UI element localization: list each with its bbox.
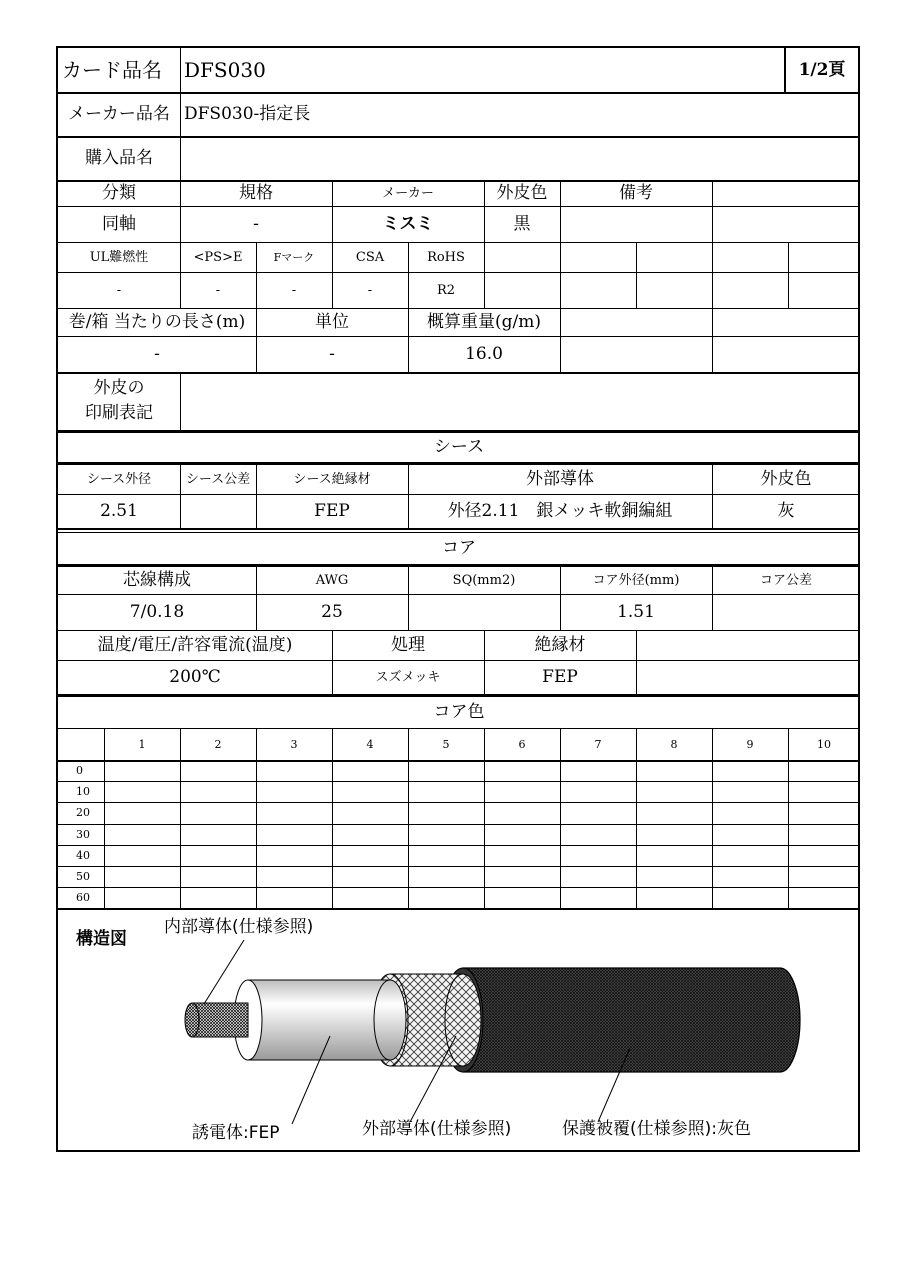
- spec2-value-4: R2: [436, 282, 456, 298]
- print-label-line1: 外皮の: [93, 378, 145, 398]
- sheath-header-1: シース公差: [185, 471, 251, 487]
- spec3-value-0: -: [154, 343, 160, 364]
- core-value-3: 1.51: [617, 601, 655, 622]
- core2-value-1: スズメッキ: [375, 669, 441, 685]
- grid-line-v: [712, 180, 713, 242]
- outer-conductor-label: 外部導体(仕様参照): [362, 1118, 512, 1139]
- cable-structure-diagram: [58, 48, 860, 1150]
- grid-line-h: [58, 696, 860, 697]
- card-name-label: カード品名: [62, 58, 162, 82]
- core-color-col-2: 2: [214, 737, 222, 751]
- core2-header-0: 温度/電圧/許容電流(温度): [97, 634, 293, 655]
- spec3-header-0: 巻/箱 当たりの長さ(m): [68, 311, 246, 332]
- spec1-header-2: メーカー: [382, 185, 434, 201]
- spec1-header-0: 分類: [102, 182, 136, 203]
- spec2-header-1: <PS>E: [193, 249, 243, 265]
- inner-conductor-label: 内部導体(仕様参照): [164, 916, 314, 937]
- grid-line-v: [484, 242, 485, 308]
- grid-line-v: [484, 728, 485, 908]
- grid-line-v: [332, 242, 333, 308]
- grid-line-v: [484, 180, 485, 242]
- dielectric-shape: [248, 980, 390, 1060]
- grid-line-v: [712, 242, 713, 308]
- grid-line-h: [58, 494, 860, 495]
- grid-line-h: [58, 845, 860, 846]
- grid-line-v: [180, 728, 181, 908]
- grid-line-v: [636, 242, 637, 308]
- spec3-value-2: 16.0: [465, 343, 503, 364]
- grid-line-h: [58, 802, 860, 803]
- grid-line-v: [104, 728, 105, 908]
- spec2-value-2: -: [291, 282, 297, 298]
- spec1-value-3: 黒: [513, 213, 531, 234]
- core-title: コア: [442, 537, 476, 558]
- grid-line-h: [58, 630, 860, 631]
- core-color-row-50: 50: [76, 870, 90, 884]
- core-header-2: SQ(mm2): [452, 572, 516, 588]
- core-color-row-30: 30: [76, 827, 90, 841]
- grid-line-v: [180, 372, 181, 430]
- grid-line-v: [180, 464, 181, 528]
- spec2-header-3: CSA: [355, 249, 385, 265]
- core-color-row-10: 10: [76, 785, 90, 799]
- card-name-value: DFS030: [184, 58, 266, 82]
- grid-line-v: [484, 630, 485, 694]
- grid-line-h: [58, 566, 860, 567]
- print-label-line2: 印刷表記: [85, 403, 153, 423]
- grid-line-v: [560, 728, 561, 908]
- grid-line-v: [560, 242, 561, 308]
- grid-line-h: [58, 180, 860, 182]
- core-value-1: 25: [321, 601, 343, 622]
- grid-line-h: [58, 908, 860, 910]
- grid-line-h: [58, 594, 860, 595]
- maker-name-value: DFS030-指定長: [184, 103, 311, 124]
- grid-line-h: [58, 372, 860, 374]
- core-color-col-4: 4: [366, 737, 374, 751]
- core2-value-0: 200℃: [169, 666, 221, 687]
- core-color-col-1: 1: [138, 737, 146, 751]
- inner-conductor-shape: [192, 1003, 248, 1037]
- structure-title: 構造図: [76, 928, 127, 949]
- core-color-col-6: 6: [518, 737, 526, 751]
- grid-line-h: [58, 336, 860, 337]
- grid-line-v: [712, 308, 713, 372]
- grid-line-v: [560, 308, 561, 372]
- core-color-col-8: 8: [670, 737, 678, 751]
- spec3-header-2: 概算重量(g/m): [427, 311, 541, 332]
- inner-conductor-face: [185, 1003, 199, 1037]
- grid-line-v: [788, 728, 789, 908]
- spec3-value-1: -: [329, 343, 335, 364]
- dielectric-label: 誘電体:FEP: [192, 1122, 280, 1143]
- sheath-value-2: FEP: [314, 500, 350, 521]
- grid-line-h: [58, 136, 860, 138]
- grid-line-v: [408, 308, 409, 372]
- sheath-title: シース: [433, 436, 485, 457]
- grid-line-h: [58, 781, 860, 782]
- grid-line-v: [180, 180, 181, 242]
- spec-sheet: [56, 46, 860, 1152]
- dielectric-end: [374, 980, 406, 1060]
- grid-line-v: [332, 180, 333, 242]
- grid-line-v: [784, 48, 786, 92]
- grid-line-v: [712, 728, 713, 908]
- core-header-1: AWG: [315, 572, 349, 588]
- grid-line-h: [58, 206, 860, 207]
- grid-line-v: [256, 464, 257, 528]
- grid-line-v: [180, 48, 181, 180]
- grid-line-v: [256, 566, 257, 630]
- core-color-col-5: 5: [442, 737, 450, 751]
- grid-line-v: [256, 242, 257, 308]
- grid-line-v: [712, 464, 713, 528]
- grid-line-h: [58, 308, 860, 309]
- jacket-label: 保護被覆(仕様参照):灰色: [562, 1118, 751, 1139]
- grid-line-h: [58, 866, 860, 867]
- core-color-row-20: 20: [76, 806, 90, 820]
- page-number: 1/2頁: [798, 59, 846, 80]
- sheath-header-4: 外皮色: [760, 468, 812, 489]
- core-color-col-3: 3: [290, 737, 298, 751]
- grid-line-v: [788, 242, 789, 308]
- spec1-value-1: -: [253, 213, 259, 234]
- grid-line-h: [58, 660, 860, 661]
- grid-line-v: [256, 308, 257, 372]
- core2-header-1: 処理: [391, 634, 425, 655]
- grid-line-v: [636, 630, 637, 694]
- core2-value-2: FEP: [542, 666, 578, 687]
- spec1-value-0: 同軸: [102, 213, 136, 234]
- core-color-col-10: 10: [817, 737, 831, 751]
- purchase-name-label: 購入品名: [85, 147, 153, 168]
- grid-line-v: [408, 464, 409, 528]
- grid-line-h: [58, 760, 860, 762]
- braid-end: [445, 974, 481, 1066]
- spec2-header-2: Fマーク: [273, 250, 315, 264]
- grid-line-v: [636, 728, 637, 908]
- spec2-value-3: -: [367, 282, 373, 298]
- grid-line-v: [408, 566, 409, 630]
- spec2-value-1: -: [215, 282, 221, 298]
- grid-line-h: [58, 824, 860, 825]
- sheath-header-3: 外部導体: [526, 468, 594, 489]
- core-color-col-7: 7: [594, 737, 602, 751]
- sheath-header-2: シース絶縁材: [293, 471, 371, 487]
- grid-line-v: [256, 728, 257, 908]
- grid-line-h: [58, 887, 860, 888]
- spec2-header-4: RoHS: [427, 249, 465, 265]
- jacket-shape: [463, 968, 800, 1072]
- core-color-row-40: 40: [76, 848, 90, 862]
- grid-line-h: [58, 272, 860, 273]
- grid-line-h: [58, 464, 860, 465]
- grid-line-v: [712, 566, 713, 630]
- sheath-header-0: シース外径: [86, 471, 152, 487]
- spec3-header-1: 単位: [315, 311, 349, 332]
- grid-line-h: [58, 92, 860, 94]
- core-color-col-9: 9: [746, 737, 754, 751]
- core-color-row-60: 60: [76, 891, 90, 905]
- grid-line-h: [58, 532, 860, 533]
- grid-line-v: [180, 242, 181, 308]
- grid-line-v: [560, 180, 561, 242]
- spec1-header-4: 備考: [619, 182, 653, 203]
- sheath-value-4: 灰: [777, 500, 795, 521]
- grid-line-h: [58, 528, 860, 530]
- grid-line-v: [408, 242, 409, 308]
- core-color-row-0: 0: [76, 764, 83, 778]
- sheath-value-3: 外径2.11 銀メッキ軟銅編組: [447, 500, 673, 521]
- core-value-0: 7/0.18: [129, 601, 185, 622]
- spec2-value-0: -: [116, 282, 122, 298]
- grid-line-v: [560, 566, 561, 630]
- grid-line-v: [332, 630, 333, 694]
- core-header-3: コア外径(mm): [592, 572, 680, 588]
- grid-line-v: [332, 728, 333, 908]
- spec1-header-3: 外皮色: [496, 182, 548, 203]
- core-header-4: コア公差: [759, 572, 812, 588]
- spec1-value-2: ミスミ: [382, 213, 434, 234]
- grid-line-h: [58, 728, 860, 729]
- maker-name-label: メーカー品名: [68, 103, 170, 124]
- grid-line-h: [58, 432, 860, 433]
- spec1-header-1: 規格: [239, 182, 273, 203]
- sheath-value-0: 2.51: [100, 500, 138, 521]
- grid-line-v: [408, 728, 409, 908]
- core2-header-2: 絶縁材: [534, 634, 586, 655]
- core-header-0: 芯線構成: [123, 569, 191, 590]
- spec2-header-0: UL難燃性: [89, 249, 149, 265]
- grid-line-h: [58, 242, 860, 243]
- core-color-title: コア色: [433, 701, 485, 722]
